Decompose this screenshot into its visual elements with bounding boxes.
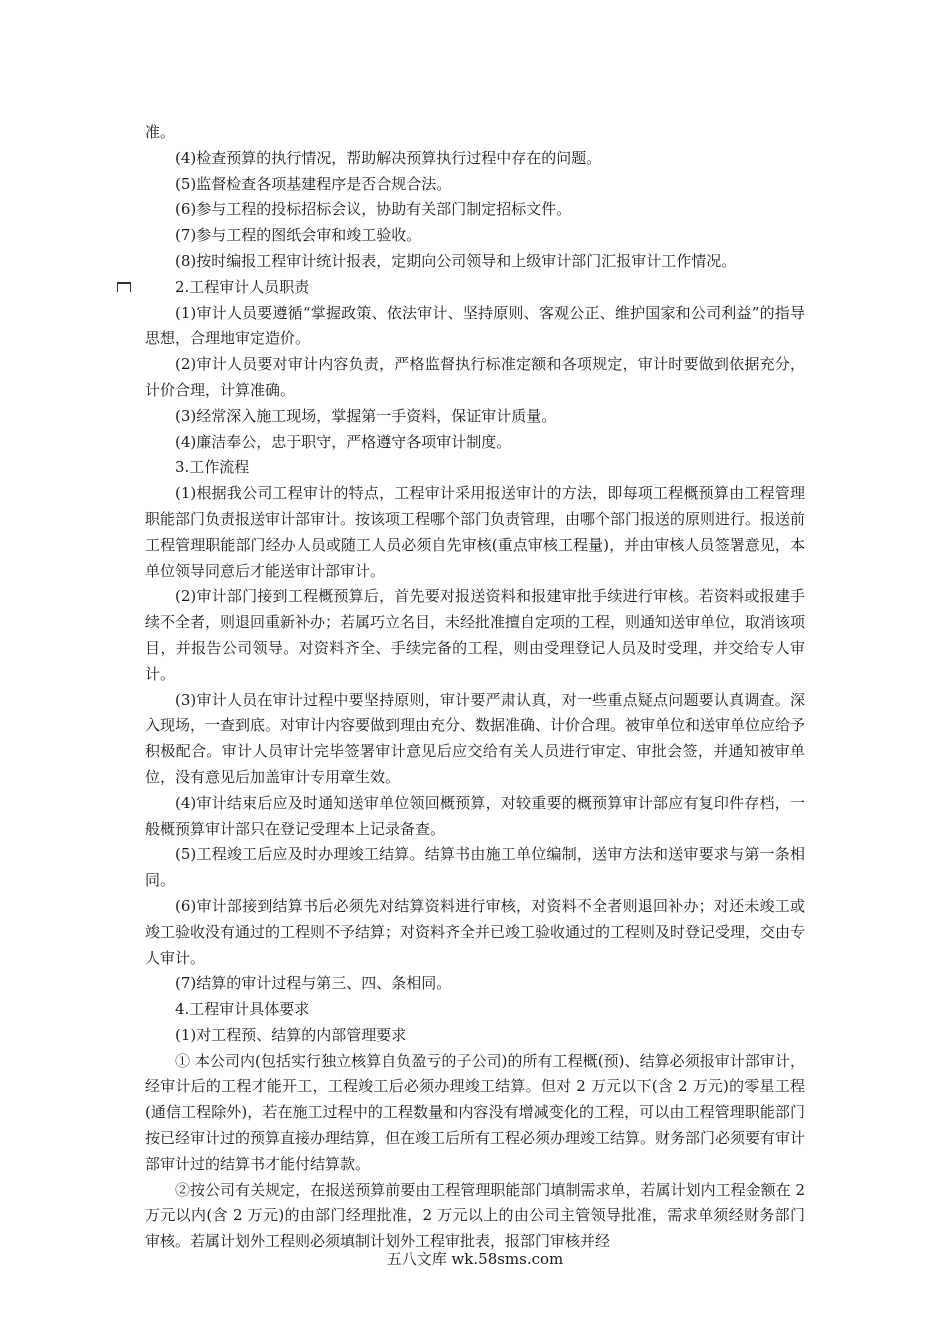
paragraph: (1)审计人员要遵循“掌握政策、依法审计、坚持原则、客观公正、维护国家和公司利益”的指导思想，合理地审定造价。 [145,303,805,348]
paragraph: (4)廉洁奉公，忠于职守，严格遵守各项审计制度。 [175,432,512,451]
paragraph: (7)结算的审计过程与第三、四、条相同。 [175,974,452,993]
section-heading: 3.工作流程 [175,458,250,477]
footer-watermark-text: 五八文库 wk.58sms.com [386,1250,564,1268]
paragraph: 准。 [145,123,176,141]
paragraph: (2)审计人员要对审计内容负责，严格监督执行标准定额和各项规定，审计时要做到依据充分，计价合理，计算准确。 [145,355,805,399]
paragraph: ① 本公司内(包括实行独立核算自负盈亏的子公司)的所有工程概(预)、结算必须报审计部审计，经审计后的工程才能开工，工程竣工后必须办理竣工结算。但对 2 万元以下(含 2 万元)的零星工程(通信工程除外)，若在施工过程中的工程数量和内容没有增减变化的工程，可以由工程管理职能部门按已经审计过的预算直接办理结算，但在竣工后所有工程必须办理竣工结算。财务部门必须要有审计部审计过的结算书才能付结算款。 [145,1051,806,1173]
paragraph: (6)审计部接到结算书后必须先对结算资料进行审核，对资料不全者则退回补办；对还未竣工或竣工验收没有通过的工程则不予结算；对资料齐全并已竣工验收通过的工程则及时登记受理，交由专人审计。 [145,896,806,967]
section-heading: 4.工程审计具体要求 [175,1000,310,1019]
paragraph: (5)监督检查各项基建程序是否合规合法。 [175,174,452,193]
document-body [145,120,805,1255]
paragraph: (1)根据我公司工程审计的特点，工程审计采用报送审计的方法，即每项工程概预算由工程管理职能部门负责报送审计部审计。按该项工程哪个部门负责管理，由哪个部门报送的原则进行。报送前工程管理职能部门经办人员或随工人员必须自先审核(重点审核工程量)，并由审核人员签署意见，本单位领导同意后才能送审计部审计。 [145,484,806,580]
paragraph: (3)审计人员在审计过程中要坚持原则，审计要严肃认真，对一些重点疑点问题要认真调查。深入现场，一查到底。对审计内容要做到理由充分、数据准确、计价合理。被审单位和送审单位应给予积极配合。审计人员审计完毕签署审计意见后应交给有关人员进行审定、审批会签，并通知被审单位，没有意见后加盖审计专用章生效。 [145,690,806,786]
paragraph: (6)参与工程的投标招标会议，协助有关部门制定招标文件。 [175,200,572,219]
paragraph: (2)审计部门接到工程概预算后，首先要对报送资料和报建审批手续进行审核。若资料或报建手续不全者，则退回重新补办；若属巧立名目，未经批准擅自定项的工程，则通知送审单位，取消该项目，并报告公司领导。对资料齐全、手续完备的工程，则由受理登记人员及时受理，并交给专人审计。 [145,587,806,683]
paragraph: (7)参与工程的图纸会审和竣工验收。 [175,226,422,245]
paragraph: (4)检查预算的执行情况，帮助解决预算执行过程中存在的问题。 [175,148,602,167]
paragraph: (8)按时编报工程审计统计报表，定期向公司领导和上级审计部门汇报审计工作情况。 [175,251,737,270]
paragraph: ②按公司有关规定，在报送预算前要由工程管理职能部门填制需求单，若属计划内工程金额在 2 万元以内(含 2 万元)的由部门经理批准，2 万元以上的由公司主管领导批准，需求单须经财务部门审核。若属计划外工程则必须填制计划外工程审批表，报部门审核并经 [145,1180,805,1251]
page-corner-mark [117,282,131,292]
paragraph: (4)审计结束后应及时通知送审单位领回概预算，对较重要的概预算审计部应有复印件存档，一般概预算审计部只在登记受理本上记录备查。 [145,793,805,838]
paragraph: (5)工程竣工后应及时办理竣工结算。结算书由施工单位编制，送审方法和送审要求与第一条相同。 [145,845,805,890]
paragraph: (3)经常深入施工现场，掌握第一手资料，保证审计质量。 [175,406,557,425]
section-heading: 2.工程审计人员职责 [175,277,310,296]
subsection-heading: (1)对工程预、结算的内部管理要求 [175,1025,407,1044]
